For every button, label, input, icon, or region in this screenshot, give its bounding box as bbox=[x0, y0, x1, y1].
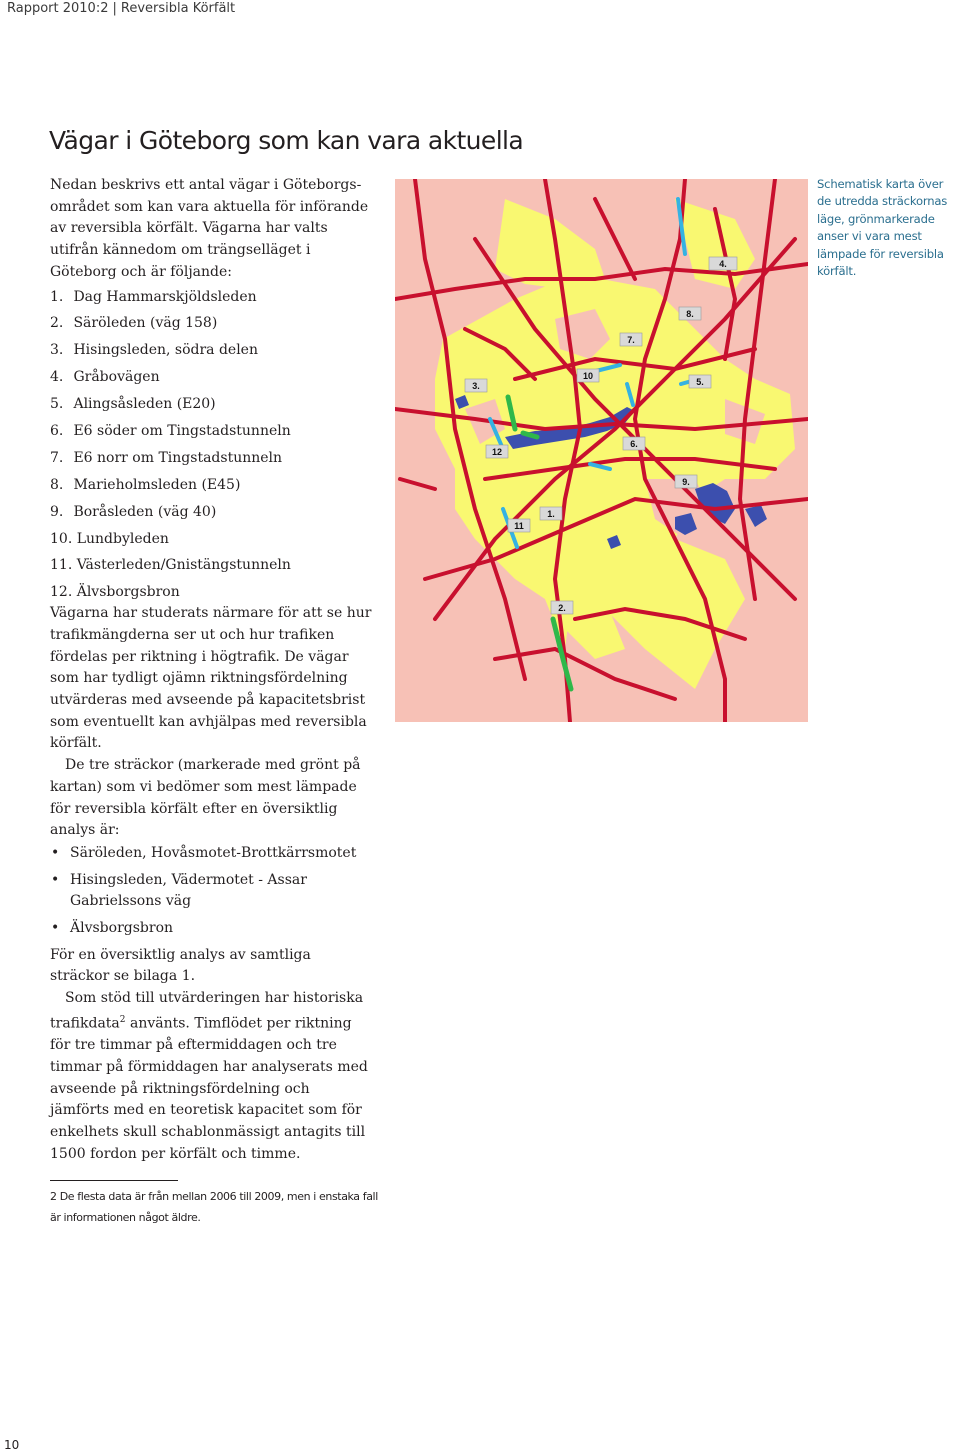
map-label bbox=[709, 257, 737, 270]
intro-paragraph: Nedan beskrivs ett antal vägar i Göteborgs-området som kan vara aktuella för införande av reversibla körfält. Vägarna har valts utifrån kännedom om trängselläget i Göteborg och är följande: bbox=[50, 177, 369, 280]
report-id: Rapport 2010:2 bbox=[7, 1, 109, 16]
road-item: 1. Dag Hammarskjöldsleden bbox=[50, 288, 257, 305]
footnote: 2 De flesta data är från mellan 2006 till 2009, men i enstaka fall är informationen något äldre. bbox=[50, 1190, 378, 1224]
page-title: Vägar i Göteborg som kan vara aktuella bbox=[49, 126, 524, 155]
selection-paragraph: De tre sträckor (markerade med grönt på kartan) som vi bedömer som mest lämpade för reversibla körfält efter en översiktlig analys är: bbox=[50, 757, 361, 839]
road-item: 7. E6 norr om Tingstadstunneln bbox=[50, 449, 283, 466]
svg-text:10: 10 bbox=[582, 371, 594, 381]
map-label bbox=[679, 307, 701, 320]
road-item: 6. E6 söder om Tingstadstunneln bbox=[50, 422, 291, 439]
map-label bbox=[620, 333, 642, 346]
body-column bbox=[50, 175, 372, 1165]
map-caption: Schematisk karta över de utredda sträckornas läge, grönmarkerade anser vi vara mest lämpade för reversibla körfält. bbox=[817, 177, 948, 279]
svg-text:8.: 8. bbox=[686, 309, 694, 319]
map-label bbox=[577, 369, 599, 382]
road-item: 8. Marieholmsleden (E45) bbox=[50, 476, 241, 493]
map-label bbox=[486, 445, 508, 458]
page-number: 10 bbox=[4, 1438, 20, 1452]
bullet-icon: • bbox=[51, 920, 60, 937]
road-list bbox=[50, 284, 372, 607]
map-label bbox=[465, 379, 487, 392]
svg-text:3.: 3. bbox=[472, 381, 480, 391]
recommended-item: • Älvsborgsbron bbox=[50, 918, 372, 940]
svg-text:4.: 4. bbox=[719, 259, 727, 269]
svg-text:7.: 7. bbox=[627, 335, 635, 345]
schematic-map bbox=[395, 179, 808, 722]
recommended-item: • Hisingsleden, Vädermotet - Assar Gabrielssons väg bbox=[51, 871, 307, 910]
road-item: 9. Boråsleden (väg 40) bbox=[50, 503, 217, 520]
svg-text:2.: 2. bbox=[558, 603, 566, 613]
svg-text:1.: 1. bbox=[547, 509, 555, 519]
footnote-rule bbox=[50, 1180, 178, 1181]
map-label bbox=[551, 601, 573, 614]
overview-paragraph: För en översiktlig analys av samtliga sträckor se bilaga 1. bbox=[50, 946, 311, 985]
svg-text:9.: 9. bbox=[682, 477, 690, 487]
bullet-icon: • bbox=[51, 844, 60, 861]
footnote-ref[interactable]: 2 bbox=[119, 1014, 126, 1025]
recommended-item: • Säröleden, Hovåsmotet-Brottkärrsmotet bbox=[50, 843, 372, 865]
map-label bbox=[675, 475, 697, 488]
report-section: Reversibla Körfält bbox=[120, 1, 236, 16]
road-item: 5. Alingsåsleden (E20) bbox=[50, 396, 216, 413]
road-item: 4. Gråbovägen bbox=[50, 369, 160, 386]
road-item: 3. Hisingsleden, södra delen bbox=[50, 342, 258, 359]
support-paragraph: Som stöd till utvärderingen har historiska trafikdata$^2$ använts. Timflödet per riktning för tre timmar på eftermiddagen och tre timmar på förmiddagen har analyserats med avseende på riktningsfördelning och jämförts med en teoretisk kapacitet som för enkelhets skull schablonmässigt antagits till 1500 fordon per körfält och timme. bbox=[50, 990, 368, 1162]
bullet-icon: • bbox=[51, 871, 60, 888]
svg-text:11: 11 bbox=[514, 521, 524, 531]
map-label bbox=[689, 375, 711, 388]
road-item: 11. Västerleden/Gnistängstunneln bbox=[50, 557, 291, 574]
road-item: 12. Älvsborgsbron bbox=[50, 584, 180, 601]
running-header bbox=[7, 1, 235, 16]
svg-text:12: 12 bbox=[491, 447, 503, 457]
recommended-list bbox=[50, 843, 372, 940]
map-label bbox=[508, 519, 530, 532]
svg-text:6.: 6. bbox=[630, 439, 638, 449]
studied-paragraph: Vägarna har studerats närmare för att se hur trafikmängderna ser ut och hur trafiken fördelas per riktning i högtrafik. De vägar som har tydligt ojämn riktningsfördelning utvärderas med avseende på kapacitetsbrist som eventuellt kan avhjälpas med reversibla körfält. bbox=[50, 605, 372, 752]
header-separator: | bbox=[112, 1, 117, 16]
road-item: 2. Säröleden (väg 158) bbox=[50, 315, 218, 332]
svg-text:5.: 5. bbox=[696, 377, 704, 387]
map-canvas bbox=[395, 179, 808, 722]
map-label bbox=[623, 437, 645, 450]
road-item: 10. Lundbyleden bbox=[50, 530, 169, 547]
map-label bbox=[540, 507, 562, 520]
